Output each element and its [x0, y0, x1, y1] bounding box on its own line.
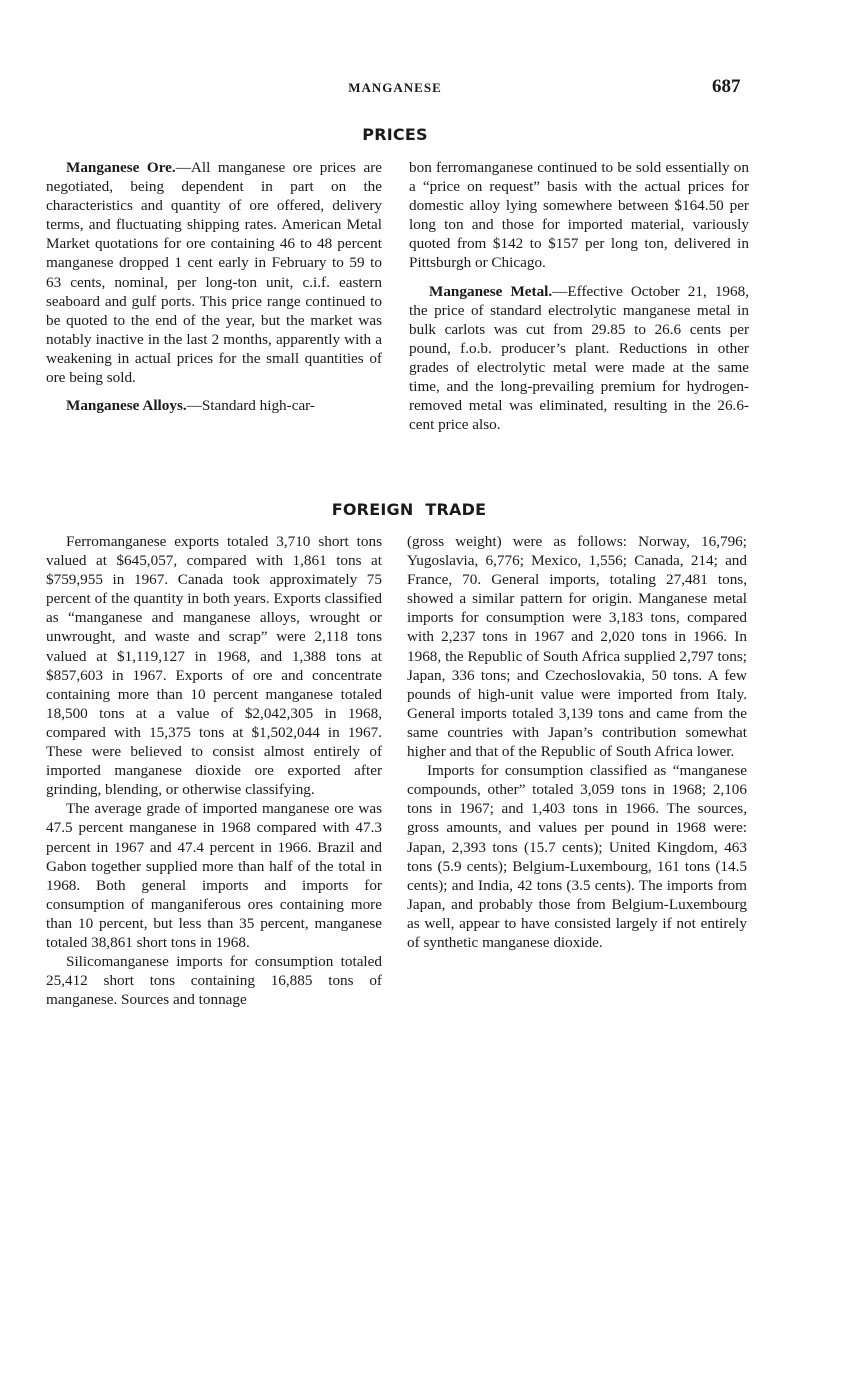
paragraph-manganese-compounds: Imports for consumption classified as “manganese compounds, other” totaled 3,059 tons in 1968; 2,106 tons in 1967; and 1,403 tons in 1966. The sources, gross amounts, and values per pound in 1968 were: Japan, 2,393 tons (15.7 cents); United Kingdom, 463 tons (5.9 cents); Belgium-Luxembourg, 161 tons (14.5 cents); and India, 42 tons (3.5 cents). The imports from Japan, and probably those from Belgium-Luxembourg as well, appear to have consisted largely if not entirely of synthetic manganese dioxide.: [407, 762, 747, 951]
text-manganese-ore: —All manganese ore prices are negotiated, being dependent in part on the characteristics and quantity of ore offered, delivery terms, and fluctuating shipping rates. American Metal Market quotations for ore containing 46 to 48 percent manganese dropped 1 cent early in February to 59 to 63 cents, nominal, per long-ton unit, c.i.f. eastern seaboard and gulf ports. This price range continued to be quoted to the end of the year, but the market was notably inactive in the last 2 months, apparently with a weakening in actual prices for the small quantities of ore being sold.: [46, 159, 382, 387]
trade-left-column: [46, 532, 382, 1009]
paragraph-manganese-alloys-start: [46, 396, 382, 415]
text-manganese-alloys-start: —Standard high-car-: [186, 397, 315, 415]
lead-manganese-ore: Manganese Ore.: [66, 159, 176, 176]
paragraph-silicomanganese-start: Silicomanganese imports for consumption totaled 25,412 short tons containing 16,885 tons of manganese. Sources and tonnage: [46, 953, 382, 1009]
lead-manganese-metal: Manganese Metal.: [429, 282, 553, 300]
paragraph-silicomanganese-cont: (gross weight) were as follows: Norway, 16,796; Yugoslavia, 6,776; Mexico, 1,556; Canada, 214; and France, 70. General imports, totaling 27,481 tons, showed a similar pattern for origin. Manganese metal imports for consumption were 3,183 tons, compared with 2,237 tons in 1967 and 2,020 tons in 1966. In 1968, the Republic of South Africa supplied 2,797 tons; Japan, 336 tons; and Czechoslovakia, 50 tons. A few pounds of high-unit value were imported from Italy. General imports totaled 3,139 tons and came from the same countries with Japan’s contribution somewhat higher and that of the Republic of South Africa lower.: [407, 533, 747, 761]
paragraph-manganese-ore: [46, 158, 382, 387]
prices-right-column: [409, 158, 749, 434]
section-heading-prices: PRICES: [362, 125, 428, 144]
page-number: 687: [712, 76, 741, 97]
lead-manganese-alloys: Manganese Alloys.: [66, 397, 187, 415]
running-title: MANGANESE: [348, 80, 442, 95]
text-manganese-metal: —Effective October 21, 1968, the price of standard electrolytic manganese metal in bulk carlots was cut from 29.85 to 26.6 cents per pound, f.o.b. producer’s plant. Reductions in other grades of electrolytic metal were made at the same time, and the long-prevailing premium for hydrogen-removed metal was eliminated, resulting in the 26.6-cent price also.: [409, 282, 749, 434]
trade-right-column: [407, 532, 747, 952]
heading-word-foreign: FOREIGN: [331, 500, 414, 519]
heading-word-trade: TRADE: [425, 500, 487, 519]
prices-left-column: [46, 158, 382, 415]
paragraph-ferromanganese-exports: Ferromanganese exports totaled 3,710 short tons valued at $645,057, compared with 1,861 tons at $759,955 in 1967. Canada took approximately 75 percent of the quantity in both years. Exports classified as “manganese and manganese alloys, wrought or unwrought, and waste and scrap” were 2,118 tons valued at $1,119,127 in 1968, and 1,388 tons at $857,603 in 1967. Exports of ore and concentrate containing more than 10 percent manganese totaled 18,500 tons at a value of $2,042,305 in 1968, compared with 15,375 tons at $1,502,044 in 1967. These were believed to consist almost entirely of imported manganese dioxide ore exported after grinding, blending, or otherwise classifying.: [46, 533, 382, 799]
paragraph-imported-ore-grade: The average grade of imported manganese ore was 47.5 percent manganese in 1968 compared with 47.3 percent in 1967 and 47.4 percent in 1966. Brazil and Gabon together supplied more than half of the total in 1968. Both general imports and imports for consumption of manganiferous ores containing more than 10 percent, but less than 35 percent, manganese totaled 38,861 short tons in 1968.: [46, 800, 382, 951]
section-heading-foreign-trade: [14, 500, 804, 519]
running-head: [0, 76, 856, 98]
paragraph-manganese-metal: [409, 282, 749, 435]
paragraph-manganese-alloys-cont: bon ferromanganese continued to be sold essentially on a “price on request” basis with the actual prices for domestic alloy lying somewhere between $164.50 per long ton and those for imported material, variously quoted from $142 to $157 per long ton, delivered in Pittsburgh or Chicago.: [409, 159, 749, 272]
